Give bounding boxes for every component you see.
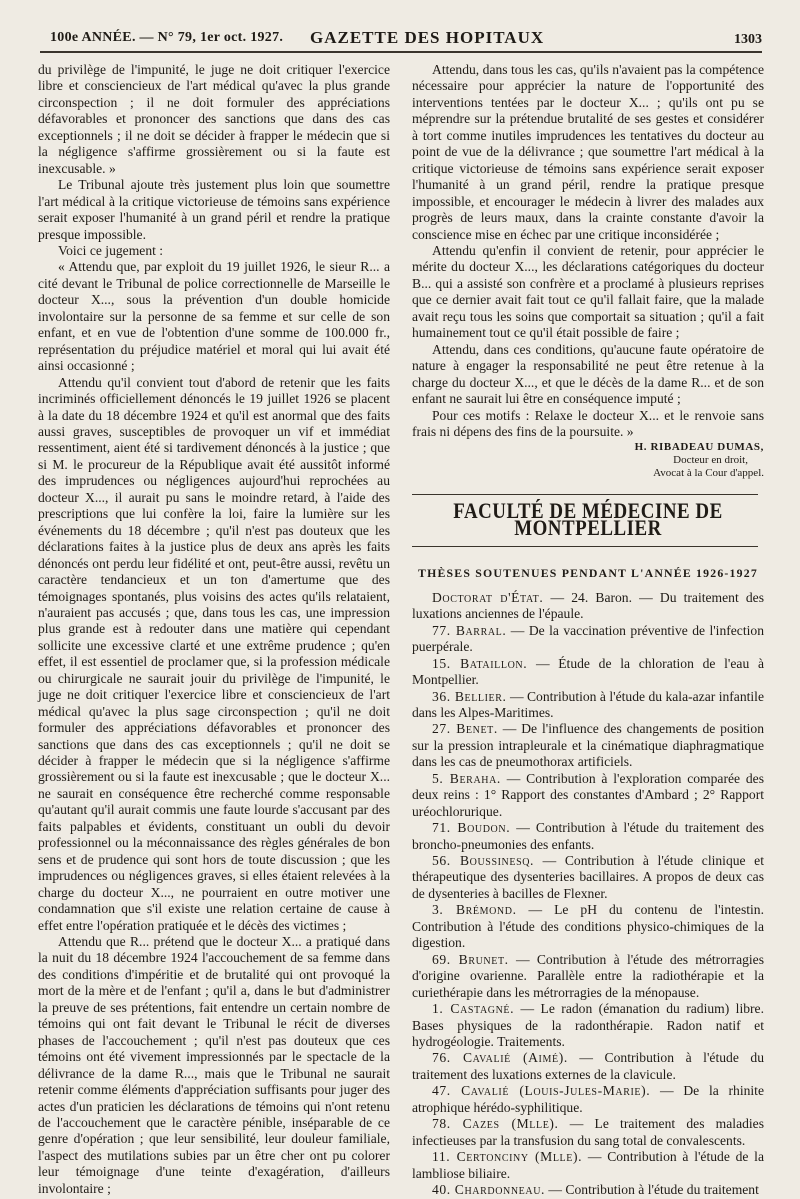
section-rule-bottom — [412, 546, 758, 547]
thesis-author: 47. Cavalié (Louis-Jules-Marie). — [432, 1083, 651, 1099]
thesis-entry — [412, 1083, 764, 1116]
thesis-title: — De l'influence des changements de position sur la pression intrapleurale et la cinématique diaphragmatique dans les cas de pneumothorax artificiels. — [412, 721, 764, 770]
thesis-title: — De la vaccination préventive de l'infection puerpérale. — [412, 622, 764, 655]
thesis-entry — [412, 623, 764, 656]
thesis-title: — Contribution à l'étude de la lambliose biliaire. — [412, 1149, 764, 1181]
thesis-author: 78. Cazes (Mlle). — [432, 1116, 559, 1132]
header-rule — [40, 51, 762, 53]
paragraph: Attendu qu'enfin il convient de retenir, pour apprécier le mérite du docteur X..., les déclarations catégoriques du docteur B... qui a assisté son confrère et a proclamé à plusieurs reprises que ce dernier avait fait tout ce qu'il fallait faire, que la malade avait reçu tous les soins que comportait sa situation ; qu'il a fait humainement tout ce qu'il était possible de faire ; — [412, 242, 764, 341]
paragraph: du privilège de l'impunité, le juge ne doit critiquer l'exercice libre et consciencieux de l'art médical qu'avec la plus grande circonspection ; il ne doit formuler des appréciations défavorables et prononcer des sanctions que dans des cas exceptionnels ; il ne doit se décider à frapper le médecin que si la négligence s'affirme grossièrement ou si la faute est inexcusable. » — [38, 62, 390, 176]
thesis-title: — Le pH du contenu de l'intestin. Contribution à l'étude des conditions physico-chimiques de la digestion. — [412, 902, 764, 951]
thesis-entry — [412, 820, 764, 853]
right-column — [412, 62, 764, 1199]
thesis-entry — [412, 590, 764, 623]
issue-line: 100e ANNÉE. — N° 79, 1er oct. 1927. — [50, 30, 284, 45]
thesis-title: — Le traitement des maladies infectieuses par la transfusion du sang total de convalescents. — [412, 1116, 765, 1148]
thesis-title: — Contribution à l'étude du traitement des luxations externes de la clavicule. — [412, 1050, 765, 1082]
page-header — [38, 26, 762, 50]
theses-list — [412, 590, 764, 1199]
thesis-entry — [412, 689, 764, 722]
paragraph: Attendu, dans ces conditions, qu'aucune faute opératoire de nature à engager la responsabilité ne peut être retenue à la charge du docteur X..., et que le décès de la dame R... et de son enfant ne saurait lui être en conséquence imputé ; — [412, 341, 764, 407]
paragraph: Voici ce jugement : — [58, 242, 164, 258]
paragraph: Attendu qu'il convient tout d'abord de retenir que les faits incriminés officiellement dénoncés le 19 juillet 1926 se placent à la date du 18 décembre 1924 et qu'il est anormal que des faits aussi graves, susceptibles de provoquer un vif et immédiat ressentiment, aient été si tardivement dénoncés à la justice ; que si M. le procureur de la République avait été aussitôt informé des imprudences ou négligences aujourd'hui reprochées au docteur X..., il aurait pu sans le moindre retard, à l'aide des prescriptions que lui confère la loi, faire la lumière sur les événements du 18 décembre ; qu'il n'est pas douteux que les déclarations faites à la justice plus de deux ans après les faits dénoncés ont perdu leur fidélité et ont, peut-être aussi, revêtu un caractère tendancieux et un ton d'amertume que des témoignages spontanés, plus voisins des actes qu'ils relataient, n'auraient pas accusés ; que, dans tous les cas, une impression plus grande est à redouter dans une matière qui cependant sollicite une excessive clarté et une extrême prudence ; qu'en effet, il est essentiel de proclamer que, si la profession médicale ou chirurgicale ne saurait jouir du privilège de l'impunité, le juge ne doit critiquer l'exercice libre et consciencieux de l'art médical qu'avec la plus sage circonspection ; qu'il ne doit formuler des appréciations défavorables et prononcer des sanctions que dans des cas exceptionnels ; qu'il ne doit se décider à frapper le médecin que si la négligence s'affirme grossièrement ou si la faute est inexcusable ; que le docteur X... ne saurait en conséquence être recherché comme responsable qu'autant qu'il aurait commis une faute lourde s'accusant par des faits palpables et évidents, constituant un oubli du devoir professionnel ou la méconnaissance des règles générales de bon sens et de prudence qui sont hors de toute discussion ; que les imprudences ou négligences graves, si elles étaient relevées à la charge du docteur X..., ne pourraient en outre motiver une condamnation que s'il existe une relation certaine de cause à effet entre l'opération pratiquée et le décès des victimes ; — [38, 374, 390, 933]
thesis-author: 40. Chardonneau. — [432, 1182, 546, 1198]
thesis-entry — [412, 1182, 764, 1198]
thesis-title: — Contribution à l'étude du kala-azar infantile dans les Alpes-Maritimes. — [412, 688, 764, 720]
thesis-author: 1. Castagné. — [432, 1001, 515, 1017]
page-number: 1303 — [734, 32, 762, 47]
thesis-title: — Contribution à l'étude du traitement des broncho-pneumonies des enfants. — [412, 820, 764, 852]
thesis-title: — Contribution à l'étude du traitement — [545, 1182, 759, 1198]
thesis-entry — [412, 1050, 764, 1083]
thesis-title: — 24. Baron. — Du traitement des luxations anciennes de l'épaule. — [412, 589, 764, 622]
thesis-entry — [412, 1001, 764, 1050]
thesis-title: — Étude de la chloration de l'eau à Montpellier. — [412, 655, 764, 688]
thesis-author: 36. Bellier. — [432, 688, 507, 704]
thesis-entry — [412, 902, 764, 951]
thesis-author: 3. Brémond. — [432, 902, 517, 918]
signature-title: Docteur en droit, — [673, 454, 748, 467]
thesis-author: 5. Beraha. — [432, 770, 501, 786]
thesis-title: — Le radon (émanation du radium) libre. Bases physiques de la radonthérapie. Radon natif et hydrogéologie. Traitements. — [412, 1001, 764, 1050]
thesis-entry — [412, 952, 764, 1001]
section-subtitle: THÈSES SOUTENUES PENDANT L'ANNÉE 1926-1927 — [418, 566, 758, 581]
author-signature — [412, 441, 764, 480]
thesis-title: — De la rhinite atrophique hérédo-syphilitique. — [412, 1083, 764, 1115]
left-column — [38, 62, 390, 1197]
paragraph: Pour ces motifs : Relaxe le docteur X... et le renvoie sans frais ni dépens des fins de la poursuite. » — [412, 407, 764, 439]
thesis-author: 77. Barral. — [432, 622, 507, 638]
thesis-author: Doctorat d'État. — [432, 589, 544, 605]
journal-title: GAZETTE DES HOPITAUX — [310, 28, 545, 47]
thesis-author: 56. Boussinesq. — [432, 853, 535, 869]
thesis-author: 15. Bataillon. — [432, 655, 528, 671]
thesis-title: — Contribution à l'étude des métrorragies d'origine ovarienne. Parallèle entre la radiothérapie et la curiethérapie dans les métrorragies de la ménopause. — [412, 951, 764, 1000]
thesis-entry — [412, 1149, 764, 1182]
paragraph: Attendu que R... prétend que le docteur X... a pratiqué dans la nuit du 18 décembre 1924 l'accouchement de sa femme dans des conditions d'impéritie et de brutalité qui ont provoqué la mort de la mère et de l'enfant ; qu'il a, dans le but d'administrer la preuve de ses prétentions, fait entendre un certain nombre de témoins qui ont fait devant le Tribunal le récit de diverses phases de l'accouchement ; qu'il n'est pas douteux que ces témoins ont été vivement impressionnés par le spectacle de la délivrance de la dame R..., mais que le Tribunal ne saurait retenir comme éléments d'appréciation suffisants pour juger des actes d'un praticien les déclarations de témoins qui n'ont retenu de l'accouchement que le caractère pénible, inséparable de ce genre d'opération ; que leur sensibilité, leur douleur familiale, l'aspect des mutilations subies par un être cher ont pu colorer leur témoignage d'une teinte d'exagération, d'ailleurs involontaire ; — [38, 934, 390, 1196]
thesis-author: 27. Benet. — [432, 721, 498, 737]
thesis-title: — Contribution à l'exploration comparée des deux reins : 1° Rapport des constantes d'Ambard ; 2° Rapport uréochlorurique. — [412, 770, 764, 819]
thesis-author: 69. Brunet. — [432, 951, 509, 967]
thesis-author: 11. Certonciny (Mlle). — [432, 1149, 583, 1165]
thesis-entry — [412, 853, 764, 902]
thesis-entry — [412, 771, 764, 820]
thesis-entry — [412, 656, 764, 689]
section-rule-top — [412, 494, 758, 495]
thesis-author: 76. Cavalié (Aimé). — [432, 1050, 568, 1066]
paragraph: « Attendu que, par exploit du 19 juillet 1926, le sieur R... a cité devant le Tribunal de police correctionnelle de Marseille le docteur X..., sous la prévention d'un double homicide involontaire sur la personne de sa femme et sur celle de son enfant, et en vue de l'obtention d'une somme de 100.000 fr., représentation du préjudice matériel et moral qui lui avait été ainsi occasionné ; — [38, 259, 390, 374]
paragraph: Attendu, dans tous les cas, qu'ils n'avaient pas la compétence nécessaire pour apprécier la nature de l'opportunité des interventions tentées par le docteur X... ; qu'ils ont pu se méprendre sur la prétendue brutalité de ses gestes et considérer à tort comme inutiles imprudences les tentatives du docteur au point de vue de la délivrance ; que soumettre l'art médical à la critique victorieuse de témoins sans expérience serait exposer l'humanité à un grand péril, rendre la pratique presque impossible, et encourager le médecin à livrer des malades aux progrès de leurs maux, dans la crainte constante d'avoir la conscience mise en échec par une critique inconsidérée ; — [412, 62, 764, 242]
section-title: FACULTÉ DE MÉDECINE DE MONTPELLIER — [453, 498, 723, 540]
paragraph: Le Tribunal ajoute très justement plus loin que soumettre l'art médical à la critique victorieuse de témoins sans expérience serait exposer l'humanité à un grand péril et rendre la pratique presque impossible. — [38, 177, 390, 242]
thesis-entry — [412, 1116, 764, 1149]
thesis-entry — [412, 721, 764, 770]
signature-name: H. RIBADEAU DUMAS, — [634, 441, 764, 454]
thesis-author: 71. Boudon. — [432, 820, 511, 836]
thesis-title: — Contribution à l'étude clinique et thérapeutique des dysenteries bacillaires. A propos de deux cas de dysenteries à bacilles de Flexner. — [412, 853, 764, 901]
signature-affiliation: Avocat à la Cour d'appel. — [653, 467, 764, 480]
